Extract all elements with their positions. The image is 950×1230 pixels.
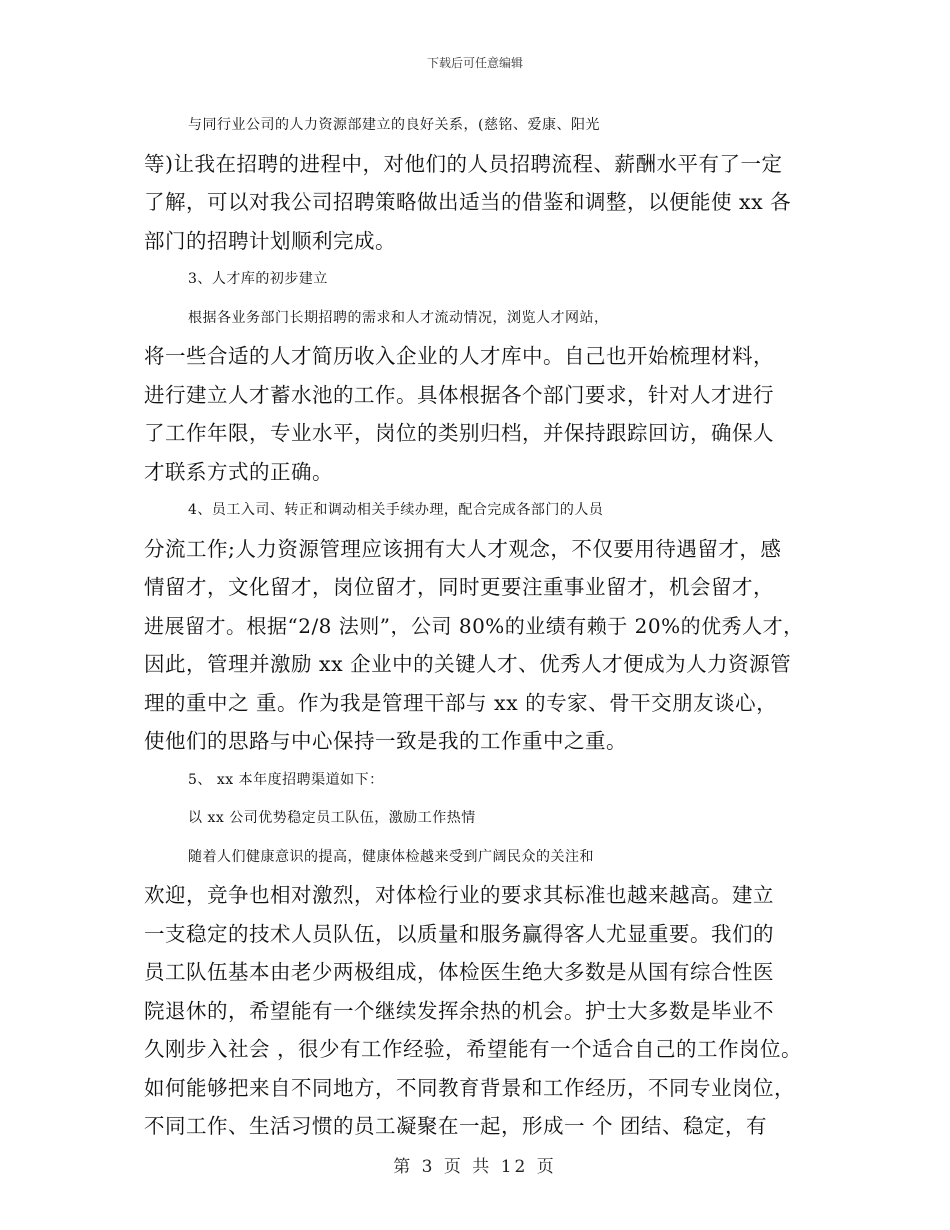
text-line: 以 xx 公司优势稳定员工队伍，激励工作热情 bbox=[188, 810, 476, 826]
text-line: 因此，管理并激励 xx 企业中的关键人才、优秀人才便成为人力资源管 bbox=[144, 652, 792, 676]
text-line: 4、员工入司、转正和调动相关手续办理，配合完成各部门的人员 bbox=[188, 502, 604, 518]
page-header: 下载后可任意编辑 bbox=[426, 56, 523, 70]
document-body bbox=[144, 106, 814, 1146]
text-line: 不同工作、生活习惯的员工凝聚在一起，形成一 个 团结、稳定，有 bbox=[144, 1114, 768, 1138]
text-line: 久刚步入社会 ，很少有工作经验，希望能有一个适合自己的工作岗位。 bbox=[144, 1037, 803, 1061]
text-line: 如何能够把来自不同地方，不同教育背景和工作经历，不同专业岗位， bbox=[144, 1075, 795, 1100]
text-line: 院退休的，希望能有一个继续发挥余热的机会。护士大多数是毕业不 bbox=[144, 998, 774, 1023]
text-line: 进行建立人才蓄水池的工作。具体根据各个部门要求，针对人才进行 bbox=[144, 382, 774, 407]
text-line: 了工作年限，专业水平，岗位的类别归档，并保持跟踪回访，确保人 bbox=[144, 421, 774, 445]
text-line: 与同行业公司的人力资源部建立的良好关系，(慈铭、爱康、阳光 bbox=[188, 117, 600, 133]
text-line: 员工队伍基本由老少两极组成，体检医生绝大多数是从国有综合性医 bbox=[144, 960, 774, 984]
text-line: 才联系方式的正确。 bbox=[144, 459, 333, 484]
text-line: 情留才，文化留才，岗位留才，同时更要注重事业留才，机会留才， bbox=[144, 575, 774, 599]
text-line: 分流工作;人力资源管理应该拥有大人才观念，不仅要用待遇留才，感 bbox=[144, 536, 782, 561]
text-line: 等)让我在招聘的进程中，对他们的人员招聘流程、薪酬水平有了一定 bbox=[144, 151, 783, 176]
text-line: 5、 xx 本年度招聘渠道如下： bbox=[188, 771, 384, 788]
text-line: 根据各业务部门长期招聘的需求和人才流动情况，浏览人才网站， bbox=[188, 309, 609, 326]
text-line: 随着人们健康意识的提高，健康体检越来受到广阔民众的关注和 bbox=[188, 848, 594, 865]
text-line: 进展留才。根据“2/8 法则”，公司 80%的业绩有赖于 20%的优秀人才， bbox=[144, 613, 804, 638]
text-line: 欢迎，竞争也相对激烈，对体检行业的要求其标准也越来越高。建立 bbox=[144, 883, 774, 907]
text-line: 一支稳定的技术人员队伍，以质量和服务赢得客人尤显重要。我们的 bbox=[144, 921, 774, 946]
text-line: 使他们的思路与中心保持一致是我的工作重中之重。 bbox=[144, 729, 627, 753]
text-line: 了解，可以对我公司招聘策略做出适当的借鉴和调整，以便能使 xx 各 bbox=[144, 190, 792, 214]
text-line: 理的重中之 重。作为我是管理干部与 xx 的专家、骨干交朋友谈心， bbox=[144, 690, 778, 715]
text-line: 3、人才库的初步建立 bbox=[188, 271, 328, 287]
text-line: 将一些合适的人才简历收入企业的人才库中。自己也开始梳理材料， bbox=[144, 344, 774, 368]
page-footer: 第 3 页 共 12 页 bbox=[393, 1157, 557, 1177]
text-line: 部门的招聘计划顺利完成。 bbox=[144, 228, 396, 253]
